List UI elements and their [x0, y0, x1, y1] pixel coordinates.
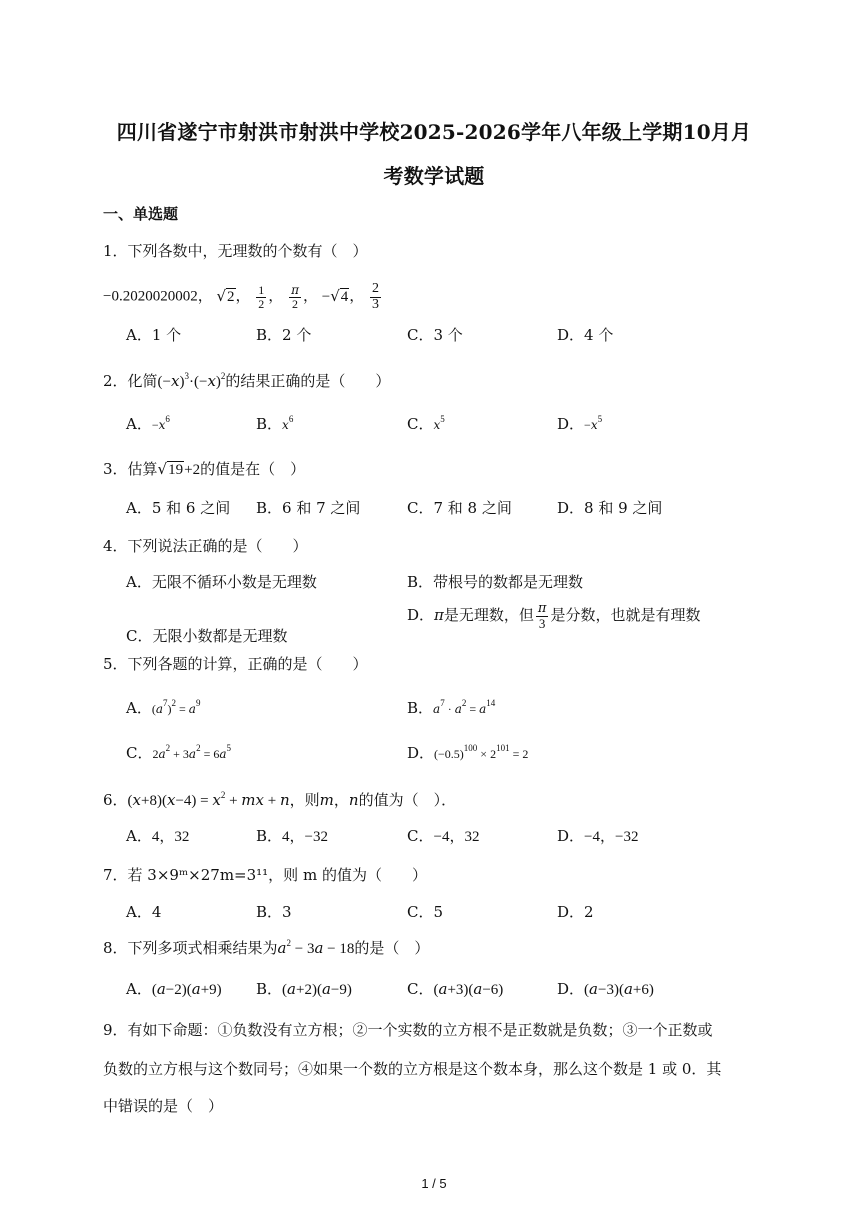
q2-option-d[interactable]: D．$-x^5$ [557, 414, 603, 433]
q1-option-d[interactable]: D．4 个 [557, 326, 614, 344]
q6-option-b[interactable]: B．4，−32 [256, 827, 328, 845]
q5-option-c[interactable]: C．$2a^2 + 3a^2 = 6a^5$ [126, 743, 232, 762]
question-2-stem [103, 370, 390, 391]
question-8-stem: 8．下列多项式相乘结果为$a^2 - 3a - 18$的是（ ） [103, 938, 430, 957]
q1-neg-sqrt4: −√4 [321, 286, 349, 305]
q6-option-d[interactable]: D．−4，−32 [557, 827, 639, 845]
q1-frac-two-thirds: $\frac{2}{3}$ [372, 281, 380, 312]
q3-lead: 3．估算 [103, 460, 158, 478]
question-7-stem: 7．若 3×9ᵐ×27m=3¹¹，则 m 的值为（ ） [103, 866, 427, 884]
q4-option-d[interactable]: D．π是无理数，但 $\frac{\pi}{3}$ 是分数，也就是有理数 [407, 601, 701, 631]
q8-polynomial: $a^2 - 3a - 18$ [277, 938, 355, 957]
q2-lead: 2．化简 [103, 372, 158, 390]
question-9-line-3: 中错误的是（ ） [103, 1097, 224, 1115]
q3-option-d[interactable]: D．8 和 9 之间 [557, 499, 663, 517]
q6-option-c[interactable]: C．−4，32 [407, 827, 480, 845]
page-number: 1 / 5 [421, 1176, 447, 1191]
q8-option-b[interactable]: B．(a+2)(a−9) [256, 980, 352, 998]
question-1-stem: 1．下列各数中，无理数的个数有（ ） [103, 242, 368, 260]
question-6-stem: 6．$(x+8)(x-4) = x^2$ + mx + n，则m，n的值为（ ）． [103, 790, 457, 809]
q2-option-c[interactable]: C．$x^5$ [407, 414, 445, 433]
q1-option-c[interactable]: C．3 个 [407, 326, 463, 344]
q1-sqrt2: √2 [216, 286, 235, 305]
q8-option-d[interactable]: D．(a−3)(a+6) [557, 980, 654, 998]
q1-option-b[interactable]: B．2 个 [256, 326, 312, 344]
question-4-stem: 4．下列说法正确的是（ ） [103, 537, 308, 555]
q3-tail: 的值是在（ ） [200, 460, 306, 478]
question-9-line-2: 负数的立方根与这个数同号；④如果一个数的立方根是这个数本身，那么这个数是 1 或 0．其 [103, 1060, 722, 1078]
question-9-line-1: 9．有如下命题：①负数没有立方根；②一个实数的立方根不是正数就是负数；③一个正数或 [103, 1021, 713, 1039]
q2-expression: $(-x)^3\cdot(-x)^2$ [157, 371, 226, 390]
q1-frac-half: $\frac{1}{2}$ [258, 283, 265, 311]
section-heading: 一、单选题 [103, 205, 179, 223]
q5-option-a[interactable]: A．$(a^7)^2 = a^9$ [126, 698, 201, 717]
question-3-stem [103, 458, 305, 479]
question-1-number-list: −0.2020020002， √2， $\frac{1}{2}$ ， $\frac{\pi}{2}$ ， −√4， $\frac{2}{3}$ [103, 281, 380, 312]
q7-option-b[interactable]: B．3 [256, 903, 292, 921]
q8-option-a[interactable]: A．(a−2)(a+9) [126, 980, 222, 998]
q3-option-c[interactable]: C．7 和 8 之间 [407, 499, 512, 517]
q8-option-c[interactable]: C．(a+3)(a−6) [407, 980, 504, 998]
q3-option-a[interactable]: A．5 和 6 之间 [126, 499, 231, 517]
q1-option-a[interactable]: A．1 个 [126, 326, 182, 344]
q7-option-a[interactable]: A．4 [126, 903, 162, 921]
q1-frac-pi-half: $\frac{\pi}{2}$ [291, 283, 299, 311]
page-title-line-2: 考数学试题 [383, 164, 485, 188]
page-title-line-1: 四川省遂宁市射洪市射洪中学校2025-2026学年八年级上学期10月月 [116, 120, 752, 144]
q7-option-c[interactable]: C．5 [407, 903, 444, 921]
question-5-stem: 5．下列各题的计算，正确的是（ ） [103, 655, 368, 673]
q3-expression: √19+2 [157, 460, 201, 478]
q6-option-a[interactable]: A．4，32 [126, 827, 190, 845]
q7-option-d[interactable]: D．2 [557, 903, 594, 921]
q4-option-c[interactable]: C．无限小数都是无理数 [126, 627, 288, 645]
q4-option-a[interactable]: A．无限不循环小数是无理数 [126, 573, 317, 591]
q2-tail: 的结果正确的是（ ） [225, 372, 391, 390]
q4-option-b[interactable]: B．带根号的数都是无理数 [407, 573, 584, 591]
q1-decimal: −0.2020020002， [103, 288, 213, 305]
q5-option-b[interactable]: B．$a^7 \cdot a^2 = a^{14}$ [407, 698, 496, 717]
q2-option-a[interactable]: A．$-x^6$ [126, 414, 170, 433]
q5-option-d[interactable]: D．$(-0.5)^{100} \times 2^{101} = 2$ [407, 743, 529, 762]
q3-option-b[interactable]: B．6 和 7 之间 [256, 499, 361, 517]
q2-option-b[interactable]: B．$x^6$ [256, 414, 294, 433]
q6-equation: $(x+8)(x-4) = x^2$ + mx + n [127, 790, 290, 809]
